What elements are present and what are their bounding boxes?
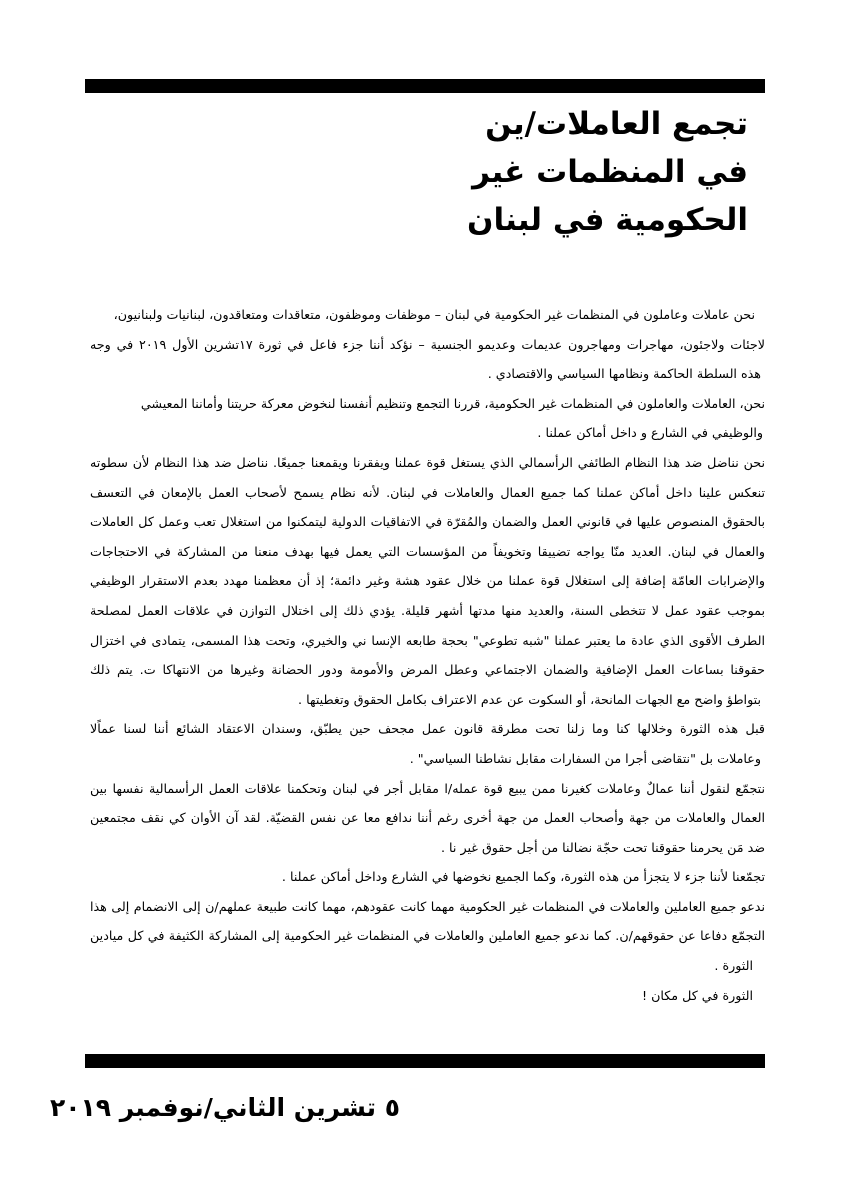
document-title [228, 100, 748, 244]
body-line: والإضرابات العامّة إضافة إلى استغلال قوة عملنا من خلال عقود هشة وغير دائمة؛ إذ أن معظمنا مهدد بعدم الاستقرار الوظيفي [90, 573, 765, 589]
body-line: بالحقوق المنصوص عليها في قانوني العمل والضمان والمُقرّة في الاتفاقيات الدولية ليتمكنوا من استغلال تعب وعمل كل العاملات [90, 514, 765, 530]
title-line: الحكومية في لبنان [466, 202, 748, 238]
body-line: الثورة . [714, 958, 753, 974]
body-line: نحن، العاملات والعاملون في المنظمات غير الحكومية، قررنا التجمع وتنظيم أنفسنا لنخوض معركة حريتنا وأماننا المعيشي [140, 395, 765, 411]
body-line: لاجئات ولاجئون، مهاجرات ومهاجرون عديمات وعديمو الجنسية – نؤكد أننا جزء فاعل في ثورة ١٧تشرين الأول ٢٠١٩ في وجه [90, 336, 765, 352]
body-line: نحن عاملات وعاملون في المنظمات غير الحكومية في لبنان – موظفات وموظفون، متعاقدات ومتعاقدون، لبنانيات ولبنانيون، [113, 307, 755, 322]
body-line: تجمّعنا لأننا جزء لا يتجزأ من هذه الثورة، وكما الجميع نخوضها في الشارع وداخل أماكن عملنا . [281, 869, 765, 885]
body-line: العمال والعاملات من جهة وأصحاب العمل من جهة أخرى رغم أننا ندافع معا عن نفس القضيّة. لقد آن الأوان كي نقف مجتمعين [90, 810, 765, 826]
title-line: تجمع العاملات/ين [485, 106, 748, 142]
statement-body [90, 300, 765, 1010]
body-line: الطرف الأقوى الذي عادة ما يعتبر عملنا "شبه تطوعي" بحجة طابعه الإنسا ني والخيري، وتحت هذا المسمى، يتمادى في اختزال [90, 632, 765, 648]
body-line: والعمال في لبنان. العديد منّا يواجه تضييقا وتخويفاً من المؤسسات التي يعمل فيها بهدف منعنا من المشاركة في الاحتجاجات [90, 543, 765, 559]
publication-date: ٥ تشرين الثاني/نوفمبر ٢٠١٩ [50, 1093, 400, 1122]
body-line: نحن نناضل ضد هذا النظام الطائفي الرأسمالي الذي يستغل قوة عملنا ويفقرنا ويقمعنا جميعًا. نناضل ضد هذا النظام لأن سطوته [90, 454, 765, 470]
top-divider-bar [85, 79, 765, 93]
title-line: في المنظمات غير [472, 154, 748, 190]
body-line: التجمّع دفاعا عن حقوقهم/ن. كما ندعو جميع العاملين والعاملات في المنظمات غير الحكومية إلى المشاركة الكثيفة في كل ميادين [90, 928, 765, 944]
bottom-divider-bar [85, 1054, 765, 1068]
body-line: ندعو جميع العاملين والعاملات في المنظمات غير الحكومية مهما كانت عقودهم، مهما كانت طبيعة عملهم/ن إلى الانضمام إلى هذا [90, 898, 765, 914]
body-line: هذه السلطة الحاكمة ونظامها السياسي والاقتصادي . [487, 366, 761, 382]
body-line: نتجمّع لنقول أننا عمالٌ وعاملات كغيرنا ممن يبيع قوة عمله/ا مقابل أجر في لبنان وتحكمنا علاقات العمل الرأسمالية نفسها بين [90, 780, 765, 796]
body-line: ضد مَن يحرمنا حقوقنا تحت حجّة نضالنا من أجل حقوق غير نا . [440, 839, 765, 855]
body-line: تنعكس علينا داخل أماكن عملنا كما جميع العمال والعاملات في لبنان. لأنه نظام يسمح لأصحاب العمل بالإمعان في التعسف [90, 484, 765, 500]
body-line: والوظيفي في الشارع و داخل أماكن عملنا . [537, 425, 763, 441]
body-line: حقوقنا بساعات العمل الإضافية والضمان الاجتماعي وعطل المرض والأمومة ودور الحضانة وغيرها من الانتهاكا ت. يتم ذلك [90, 662, 765, 678]
body-line: بموجب عقود عمل لا تتخطى السنة، والعديد منها مدتها أشهر قليلة. يؤدي ذلك إلى اختلال التوازن في علاقات العمل لمصلحة [90, 602, 765, 618]
body-line: الثورة في كل مكان ! [641, 987, 753, 1003]
body-line: وعاملات بل "نتقاضى أجرا من السفارات مقابل نشاطنا السياسي" . [409, 750, 761, 766]
body-line: بتواطؤ واضح مع الجهات المانحة، أو السكوت عن عدم الاعتراف بكامل الحقوق وتغطيتها . [298, 691, 761, 707]
body-line: قبل هذه الثورة وخلالها كنا وما زلنا تحت مطرقة قانون عمل مجحف حين يطبّق، وسندان الاعتقاد الشائع أننا لسنا عماًلا [90, 721, 765, 737]
